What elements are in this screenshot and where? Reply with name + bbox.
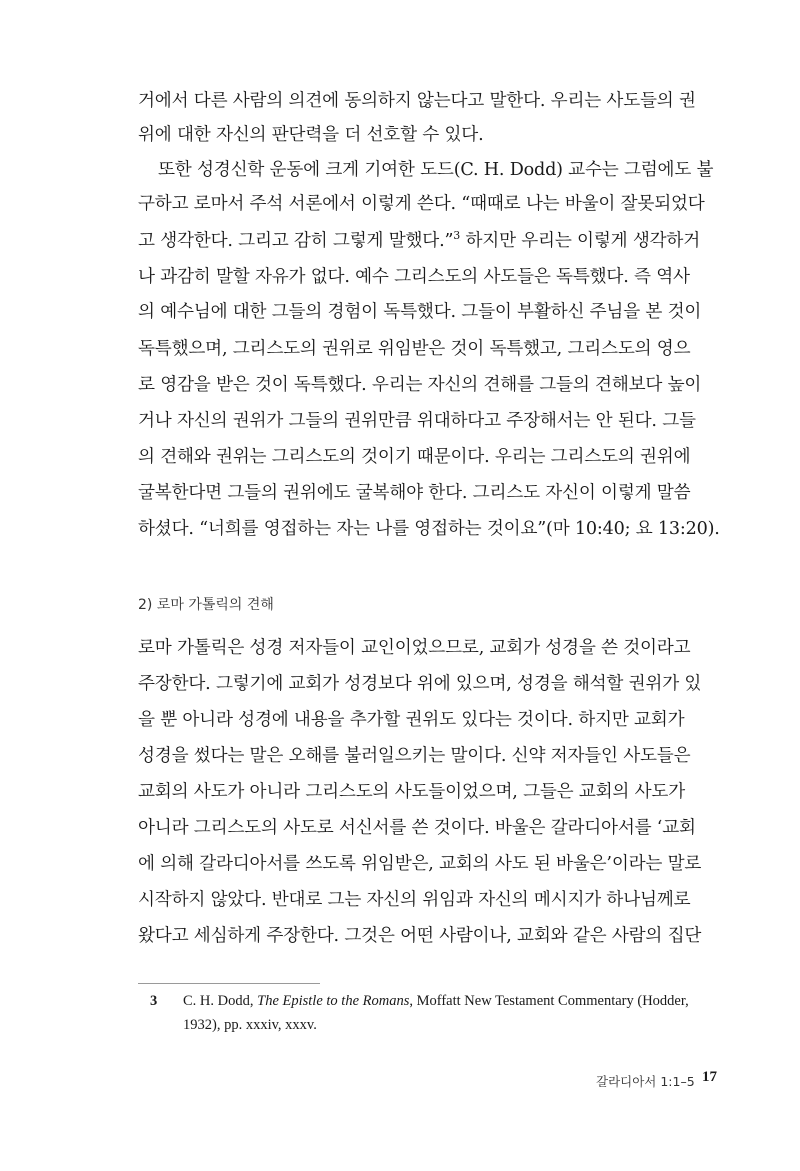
body-line: 의 예수님에 대한 그들의 경험이 독특했다. 그들이 부활하신 주님을 본 것이 [138,302,702,322]
body-line: 하셨다. “너희를 영접하는 자는 나를 영접하는 것이요”(마 10:40; 요 13:20). [138,519,720,539]
body-line: 또한 성경신학 운동에 크게 기여한 도드(C. H. Dodd) 교수는 그럼에도 불 [158,160,714,180]
footnote-author: C. H. Dodd, [183,993,258,1009]
body-line: 을 뿐 아니라 성경에 내용을 추가할 권위도 있다는 것이다. 하지만 교회가 [138,710,685,730]
footnote-divider [138,983,320,984]
body-line: 나 과감히 말할 자유가 없다. 예수 그리스도의 사도들은 독특했다. 즉 역사 [138,267,690,287]
body-line: 로 영감을 받은 것이 독특했다. 우리는 자신의 견해를 그들의 견해보다 높이 [138,375,702,395]
body-line: 위에 대한 자신의 판단력을 더 선호할 수 있다. [138,125,484,145]
footnote-number: 3 [150,993,158,1009]
body-line: 굴복한다면 그들의 권위에도 굴복해야 한다. 그리스도 자신이 이렇게 말씀 [138,483,691,503]
footnote-book-title: The Epistle to the Romans [257,993,410,1009]
body-line: 교회의 사도가 아니라 그리스도의 사도들이었으며, 그들은 교회의 사도가 [138,782,686,802]
body-line: 아니라 그리스도의 사도로 서신서를 쓴 것이다. 바울은 갈라디아서를 ‘교회 [138,818,696,838]
footnote-line-1 [183,993,689,1010]
body-line-with-footnote-ref [138,228,700,254]
body-line: 거에서 다른 사람의 의견에 동의하지 않는다고 말한다. 우리는 사도들의 권 [138,91,696,111]
body-line: 왔다고 세심하게 주장한다. 그것은 어떤 사람이나, 교회와 같은 사람의 집단 [138,926,702,946]
footnote-line-2: 1932), pp. xxxiv, xxxv. [183,1017,317,1033]
page-number: 17 [702,1069,717,1085]
body-line: 성경을 썼다는 말은 오해를 불러일으키는 말이다. 신약 저자들인 사도들은 [138,746,691,766]
body-line: 독특했으며, 그리스도의 권위로 위임받은 것이 독특했고, 그리스도의 영으 [138,339,691,359]
body-line: 구하고 로마서 주석 서론에서 이렇게 쓴다. “때때로 나는 바울이 잘못되었다 [138,194,705,214]
body-line: 에 의해 갈라디아서를 쓰도록 위임받은, 교회의 사도 된 바울은’이라는 말로 [138,854,702,874]
footnote-publication: , Moffatt New Testament Commentary (Hodder, [409,993,689,1009]
body-line: 의 견해와 권위는 그리스도의 것이기 때문이다. 우리는 그리스도의 권위에 [138,447,691,467]
section-heading: 2) 로마 가톨릭의 견해 [138,597,274,613]
footnote-reference: 3 [453,229,461,243]
body-line: 로마 가톨릭은 성경 저자들이 교인이었으므로, 교회가 성경을 쓴 것이라고 [138,638,691,658]
body-line: 주장한다. 그렇기에 교회가 성경보다 위에 있으며, 성경을 해석할 권위가 있 [138,674,702,694]
running-head: 갈라디아서 1:1–5 [596,1074,695,1089]
body-line-part: 고 생각한다. 그리고 감히 그렇게 말했다.” [138,231,454,251]
body-line: 거나 자신의 권위가 그들의 권위만큼 위대하다고 주장해서는 안 된다. 그들 [138,411,696,431]
body-line: 시작하지 않았다. 반대로 그는 자신의 위임과 자신의 메시지가 하나님께로 [138,890,691,910]
body-line-part: 하지만 우리는 이렇게 생각하거 [460,231,701,251]
